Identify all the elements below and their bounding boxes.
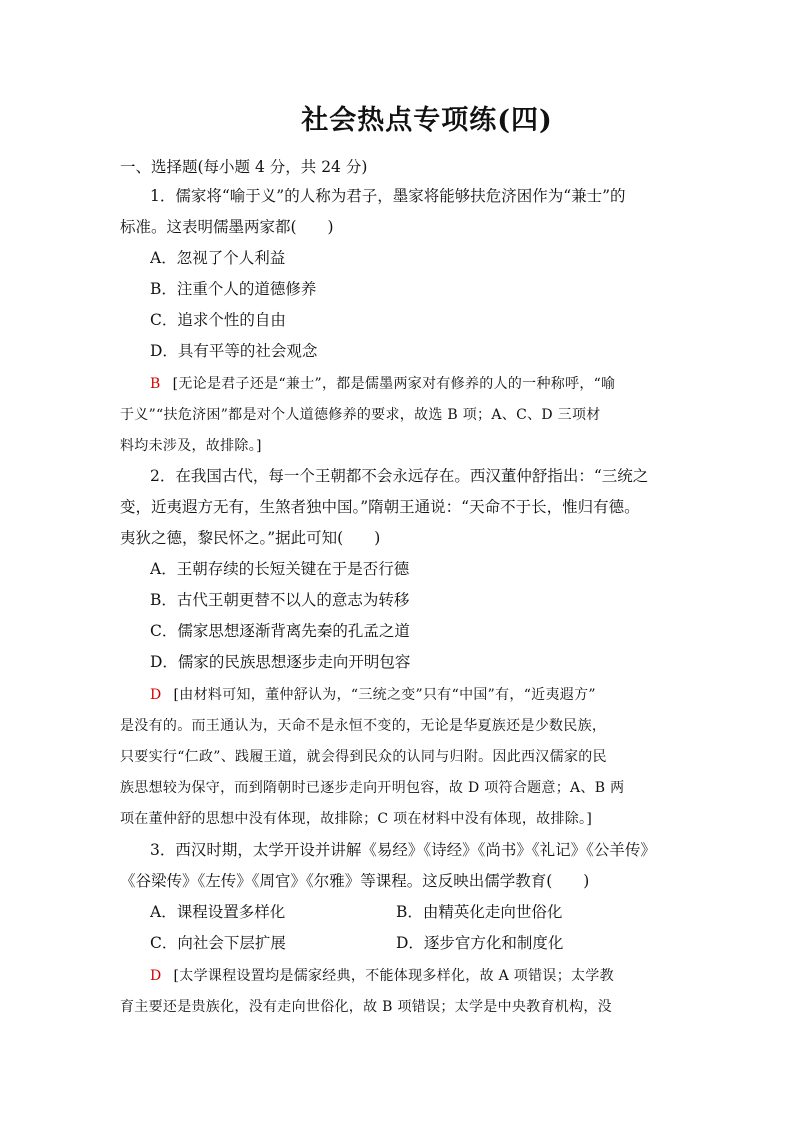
q2-stem-line-2: 变，近夷遐方无有，生煞者独中国。”隋朝王通说：“天命不于长，惟归有德。: [120, 498, 640, 516]
q2-explanation-line-5: 项在董仲舒的思想中没有体现，故排除；C 项在材料中没有体现，故排除。]: [120, 811, 593, 827]
q1-explanation-line-3: 料均未涉及，故排除。]: [120, 438, 262, 454]
q3-option-a: A．课程设置多样化: [150, 903, 286, 921]
q2-stem-line-3: 夷狄之德，黎民怀之。”据此可知( ): [120, 529, 381, 547]
q2-answer-letter: D: [150, 687, 162, 703]
q1-answer-letter: B: [150, 376, 161, 392]
q3-option-b: B．由精英化走向世俗化: [396, 903, 563, 921]
q3-option-d: D．逐步官方化和制度化: [396, 934, 564, 952]
q2-option-b: B．古代王朝更替不以人的意志为转移: [150, 591, 410, 609]
q2-explanation-line-3: 只要实行“仁政”、践履王道，就会得到民众的认同与归附。因此西汉儒家的民: [120, 749, 607, 765]
q1-stem-line-2: 标准。这表明儒墨两家都( ): [120, 218, 334, 236]
q3-answer-letter: D: [150, 968, 162, 984]
page-title: 社会热点专项练(四): [301, 105, 553, 136]
q2-option-c: C．儒家思想逐渐背离先秦的孔孟之道: [150, 622, 410, 640]
q3-option-c: C．向社会下层扩展: [150, 934, 286, 952]
q1-option-c: C．追求个性的自由: [150, 311, 286, 329]
q1-option-b: B．注重个人的道德修养: [150, 280, 317, 298]
q1-explanation-line-2: 于义”“扶危济困”都是对个人道德修养的要求，故选 B 项；A、C、D 三项材: [120, 407, 601, 423]
q2-option-a: A．王朝存续的长短关键在于是否行德: [150, 560, 410, 578]
q1-option-d: D．具有平等的社会观念: [150, 342, 318, 360]
q1-stem-line-1: 1．儒家将“喻于义”的人称为君子，墨家将能够扶危济困作为“兼士”的: [150, 187, 626, 205]
q2-explanation-line-2: 是没有的。而王通认为，天命不是永恒不变的，无论是华夏族还是少数民族，: [120, 718, 607, 734]
q3-stem-line-2: 《谷梁传》《左传》《周官》《尔雅》等课程。这反映出儒学教育( ): [120, 872, 590, 890]
q2-explanation-line-4: 族思想较为保守，而到隋朝时已逐步走向开明包容，故 D 项符合题意；A、B 两: [120, 780, 625, 796]
q3-option-row-2: [150, 933, 710, 953]
section-heading: 一、选择题(每小题 4 分，共 24 分): [120, 158, 368, 176]
q1-option-a: A．忽视了个人利益: [150, 249, 286, 267]
q2-option-d: D．儒家的民族思想逐步走向开明包容: [150, 653, 411, 671]
q3-explanation-line-2: 育主要还是贵族化，没有走向世俗化，故 B 项错误；太学是中央教育机构，没: [120, 999, 612, 1015]
q2-stem-line-1: 2．在我国古代，每一个王朝都不会永远存在。西汉董仲舒指出：“三统之: [150, 467, 649, 485]
q1-explanation-line-1: B [无论是君子还是“兼士”，都是儒墨两家对有修养的人的一种称呼，“喻: [150, 376, 616, 392]
q2-explanation-line-1: D [由材料可知，董仲舒认为，“三统之变”只有“中国”有，“近夷遐方”: [150, 687, 596, 703]
q3-stem-line-1: 3．西汉时期，太学开设并讲解《易经》《诗经》《尚书》《礼记》《公羊传》: [150, 841, 656, 859]
q3-option-row-1: [150, 902, 710, 922]
q3-explanation-line-1: D [太学课程设置均是儒家经典，不能体现多样化，故 A 项错误；太学教: [150, 968, 614, 984]
